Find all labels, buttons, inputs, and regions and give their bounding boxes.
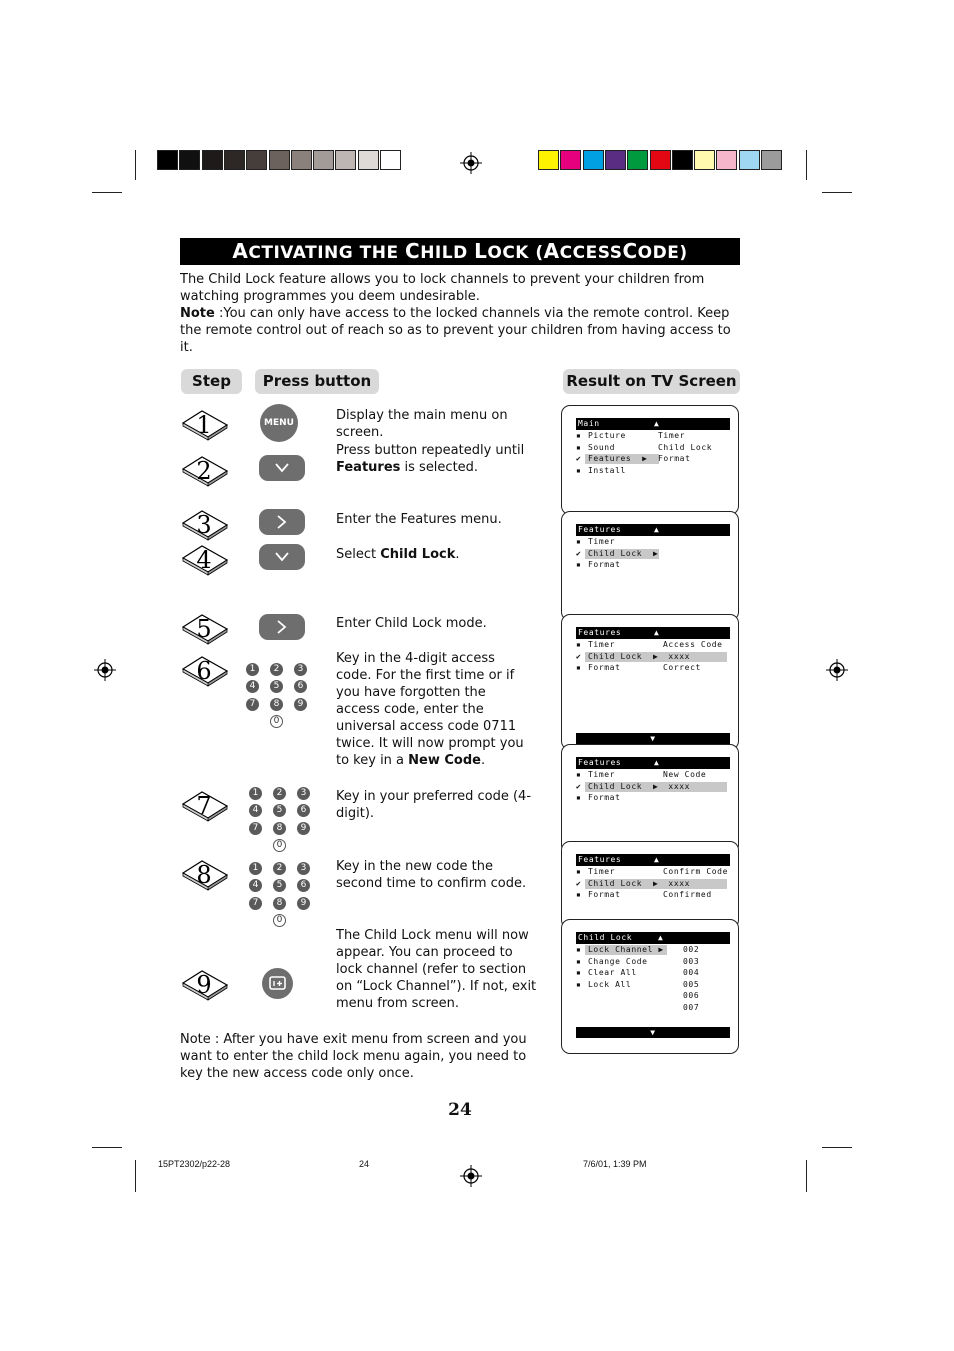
osd-row	[576, 792, 730, 804]
gray-swatch	[224, 150, 245, 170]
osd-menu	[576, 757, 730, 804]
osd-header	[576, 524, 730, 536]
osd-row	[576, 662, 730, 674]
digit-key-2: 2	[273, 787, 286, 800]
up-arrow-icon: ▲	[654, 419, 660, 428]
osd-header	[576, 418, 730, 430]
svg-text:3: 3	[196, 511, 212, 539]
step-7-text: Key in your preferred code (4-digit).	[336, 789, 532, 821]
press-button-header: Press button	[255, 369, 379, 394]
osd-item-label: Features ▶	[588, 454, 648, 463]
osd-item-value: Access Code	[663, 640, 723, 649]
bullet-icon: ▪	[576, 663, 582, 672]
osd-item-label: Format	[588, 560, 621, 569]
osd-row	[576, 548, 730, 560]
intro-paragraph	[180, 271, 740, 356]
step-6-number	[180, 652, 230, 688]
gray-swatch	[179, 150, 200, 170]
bullet-icon: ▪	[576, 640, 582, 649]
osd-row	[576, 453, 730, 465]
digit-key-5: 5	[273, 804, 286, 817]
step-8-number	[180, 856, 230, 892]
digit-key-0: 0	[270, 715, 283, 728]
digit-key-8: 8	[273, 822, 286, 835]
digit-key-4: 4	[249, 804, 262, 817]
gray-swatch	[269, 150, 290, 170]
step-4-number	[180, 541, 230, 577]
gray-swatch	[246, 150, 267, 170]
osd-footer	[576, 733, 730, 744]
gray-swatch	[358, 150, 379, 170]
bullet-icon: ▪	[576, 465, 582, 475]
tv-screen-4	[561, 744, 739, 854]
osd-item-label: Picture	[588, 431, 626, 440]
gray-swatch	[380, 150, 401, 170]
registration-mark-icon	[460, 1165, 482, 1187]
osd-item-value: Confirm Code	[663, 867, 728, 876]
up-arrow-icon: ▲	[654, 525, 660, 534]
footer-page: 24	[359, 1159, 370, 1169]
bullet-icon: ▪	[576, 793, 582, 802]
crop-mark	[806, 1160, 807, 1192]
color-swatch	[605, 150, 626, 170]
crop-mark	[806, 150, 807, 180]
osd-item-value: xxxx	[663, 651, 691, 661]
down-arrow-icon: ▼	[650, 1028, 656, 1037]
bullet-icon: ▪	[576, 431, 582, 440]
osd-item-label: Child Lock ▶	[588, 781, 659, 791]
up-arrow-icon: ▲	[654, 855, 660, 864]
bullet-icon: ▪	[576, 537, 582, 546]
digit-key-9: 9	[297, 897, 310, 910]
color-swatch	[739, 150, 760, 170]
digit-key-8: 8	[270, 698, 283, 711]
bullet-icon: ▪	[576, 560, 582, 569]
osd-row	[576, 442, 730, 454]
crop-mark	[822, 192, 852, 193]
check-icon: ✔	[576, 651, 582, 661]
bullet-icon: ▪	[576, 956, 582, 966]
osd-item-label: Format	[588, 890, 621, 899]
osd-item-label: Timer	[588, 770, 616, 779]
osd-item-value: 005	[683, 979, 700, 989]
number-keypad	[246, 663, 316, 733]
osd-row	[576, 866, 730, 878]
osd-row	[576, 430, 730, 442]
osd-row	[576, 979, 730, 991]
menu-exit-button	[262, 968, 293, 999]
step-1-text: Display the main menu on screen.	[336, 408, 508, 440]
osd-header-label: Features	[578, 855, 622, 864]
digit-key-3: 3	[297, 787, 310, 800]
gray-swatch	[202, 150, 223, 170]
osd-item-value: Timer	[658, 431, 686, 440]
tv-menu-icon	[262, 968, 293, 999]
color-swatch	[694, 150, 715, 170]
osd-header-label: Child Lock	[578, 933, 633, 942]
digit-key-8: 8	[273, 897, 286, 910]
color-swatch	[716, 150, 737, 170]
osd-row	[576, 536, 730, 548]
color-swatch	[560, 150, 581, 170]
digit-key-1: 1	[246, 663, 259, 676]
digit-key-6: 6	[297, 879, 310, 892]
cursor-down-button	[259, 455, 305, 481]
color-swatch	[627, 150, 648, 170]
osd-row	[576, 465, 730, 477]
osd-row	[576, 1002, 730, 1014]
cursor-right-button	[259, 509, 305, 535]
digit-key-1: 1	[249, 862, 262, 875]
page-title: ACTIVATING THE CHILD LOCK (ACCESSCODE)	[180, 238, 740, 265]
step-header: Step	[181, 369, 242, 394]
svg-text:8: 8	[196, 861, 212, 889]
svg-text:2: 2	[196, 457, 212, 485]
registration-mark-icon	[94, 659, 116, 681]
osd-item-value: xxxx	[663, 781, 691, 791]
note-label: Note	[180, 306, 215, 321]
osd-row	[576, 944, 730, 956]
bullet-icon: ▪	[576, 770, 582, 779]
color-swatch	[672, 150, 693, 170]
registration-mark-icon	[460, 152, 482, 174]
step-8-text: Key in the new code the second time to confirm code.	[336, 859, 527, 891]
osd-item-value: Format	[658, 454, 691, 463]
digit-key-4: 4	[249, 879, 262, 892]
osd-header-label: Features	[578, 628, 622, 637]
osd-header	[576, 854, 730, 866]
color-swatch	[538, 150, 559, 170]
result-header: Result on TV Screen	[563, 369, 740, 394]
osd-item-label: Format	[588, 663, 621, 672]
digit-key-3: 3	[294, 663, 307, 676]
digit-key-7: 7	[249, 822, 262, 835]
osd-item-label: Install	[588, 465, 626, 475]
bullet-icon: ▪	[576, 867, 582, 876]
bullet-icon: ▪	[576, 979, 582, 989]
step-7-number	[180, 787, 230, 823]
digit-key-6: 6	[294, 680, 307, 693]
digit-key-3: 3	[297, 862, 310, 875]
digit-key-6: 6	[297, 804, 310, 817]
osd-row	[576, 651, 730, 663]
menu-button: MENU	[260, 404, 298, 442]
osd-footer	[576, 1027, 730, 1038]
svg-text:4: 4	[196, 546, 212, 574]
osd-item-value: 002	[683, 945, 700, 954]
osd-menu	[576, 524, 730, 571]
step-1-number	[180, 406, 230, 442]
osd-row	[576, 878, 730, 890]
down-arrow-icon: ▼	[650, 734, 656, 743]
osd-row	[576, 990, 730, 1002]
digit-key-7: 7	[249, 897, 262, 910]
check-icon: ✔	[576, 548, 582, 558]
step-3-text: Enter the Features menu.	[336, 512, 502, 527]
digit-key-0: 0	[273, 914, 286, 927]
step-9-number	[180, 966, 230, 1002]
number-keypad	[249, 862, 319, 932]
bullet-icon: ▪	[576, 968, 582, 977]
osd-item-label: Lock All	[588, 979, 632, 989]
step-5-text: Enter Child Lock mode.	[336, 616, 487, 631]
digit-key-4: 4	[246, 680, 259, 693]
intro-text: The Child Lock feature allows you to lock channels to prevent your children from watching programmes you deem undesirable.	[180, 272, 705, 304]
digit-key-5: 5	[270, 680, 283, 693]
footer-date: 7/6/01, 1:39 PM	[583, 1159, 647, 1169]
digit-key-9: 9	[297, 822, 310, 835]
osd-item-label: Timer	[588, 867, 616, 876]
osd-menu	[576, 854, 730, 901]
svg-text:7: 7	[196, 792, 212, 820]
digit-key-1: 1	[249, 787, 262, 800]
up-arrow-icon: ▲	[654, 758, 660, 767]
osd-item-value: xxxx	[663, 878, 691, 888]
osd-row	[576, 956, 730, 968]
bottom-note: Note : After you have exit menu from screen and you want to enter the child lock menu again, you need to key the new access code only once.	[180, 1032, 527, 1081]
osd-row	[576, 769, 730, 781]
osd-item-value: 007	[683, 1002, 700, 1012]
digit-key-5: 5	[273, 879, 286, 892]
cursor-down-button	[259, 544, 305, 570]
osd-item-value: 004	[683, 968, 700, 977]
crop-mark	[92, 192, 122, 193]
step-3-number	[180, 506, 230, 542]
osd-item-value: Correct	[663, 663, 701, 672]
osd-item-label: Timer	[588, 640, 616, 649]
osd-header-label: Features	[578, 758, 622, 767]
registration-mark-icon	[826, 659, 848, 681]
step-5-number	[180, 610, 230, 646]
bullet-icon: ▪	[576, 442, 582, 452]
crop-mark	[92, 1147, 122, 1148]
osd-item-label: Child Lock ▶	[588, 651, 659, 661]
crop-mark	[135, 1160, 136, 1192]
osd-item-label: Lock Channel ▶	[588, 945, 664, 954]
osd-header-label: Features	[578, 525, 622, 534]
digit-key-2: 2	[270, 663, 283, 676]
digit-key-9: 9	[294, 698, 307, 711]
check-icon: ✔	[576, 781, 582, 791]
cursor-right-button	[259, 614, 305, 640]
osd-item-label: Child Lock ▶	[588, 878, 659, 888]
osd-row	[576, 967, 730, 979]
svg-text:5: 5	[196, 615, 212, 643]
crop-mark	[822, 1147, 852, 1148]
osd-row	[576, 889, 730, 901]
crop-mark	[135, 150, 136, 180]
step-2-text: Press button repeatedly until Features is selected.	[336, 443, 525, 475]
gray-swatch	[291, 150, 312, 170]
osd-header	[576, 757, 730, 769]
osd-item-label: Child Lock ▶	[588, 548, 659, 558]
osd-item-value: Confirmed	[663, 890, 712, 899]
tv-screen-1	[561, 405, 739, 515]
up-arrow-icon: ▲	[658, 933, 664, 942]
osd-header-label: Main	[578, 419, 600, 428]
digit-key-0: 0	[273, 839, 286, 852]
tv-screen-5	[561, 841, 739, 929]
osd-item-label: Change Code	[588, 956, 648, 966]
svg-text:1: 1	[196, 411, 212, 439]
osd-menu	[576, 932, 730, 1037]
tv-screen-3	[561, 614, 739, 750]
page-number: 24	[448, 1100, 472, 1120]
step-2-number	[180, 452, 230, 488]
number-keypad	[249, 787, 319, 857]
osd-item-label: Sound	[588, 442, 616, 452]
footer-file: 15PT2302/p22-28	[158, 1159, 231, 1169]
check-icon: ✔	[576, 878, 582, 888]
intro-note	[180, 305, 740, 356]
digit-key-7: 7	[246, 698, 259, 711]
color-swatch	[583, 150, 604, 170]
osd-item-value: New Code	[663, 770, 707, 779]
osd-header	[576, 932, 730, 944]
step-6-text: Key in the 4-digit access code. For the first time or if you have forgotten the access code, enter the universal access code 0711 twice. It will now prompt you to key in a New Code.	[336, 651, 524, 768]
gray-swatch	[335, 150, 356, 170]
osd-item-value: 003	[683, 956, 700, 966]
check-icon: ✔	[576, 454, 582, 463]
step-9-text: The Child Lock menu will now appear. You can proceed to lock channel (refer to section on “Lock Channel”). If not, exit menu from screen.	[336, 928, 537, 1011]
osd-row	[576, 559, 730, 571]
osd-item-value: Child Lock	[658, 442, 713, 452]
osd-header	[576, 627, 730, 639]
svg-text:9: 9	[196, 971, 212, 999]
gray-swatch	[157, 150, 178, 170]
step-4-text: Select Child Lock.	[336, 547, 460, 562]
note-text: :You can only have access to the locked channels via the remote control. Keep the remote control out of reach so as to prevent your children from having access to it.	[180, 306, 731, 355]
osd-row	[576, 781, 730, 793]
tv-screen-6	[561, 919, 739, 1054]
color-swatch	[761, 150, 782, 170]
osd-item-label: Clear All	[588, 968, 637, 977]
osd-menu	[576, 418, 730, 476]
osd-item-label: Format	[588, 793, 621, 802]
osd-row	[576, 639, 730, 651]
tv-screen-2	[561, 511, 739, 621]
osd-item-value: 006	[683, 991, 700, 1000]
gray-swatch	[313, 150, 334, 170]
osd-menu	[576, 627, 730, 743]
svg-text:6: 6	[196, 657, 212, 685]
digit-key-2: 2	[273, 862, 286, 875]
bullet-icon: ▪	[576, 890, 582, 899]
bullet-icon: ▪	[576, 945, 582, 954]
color-swatch	[650, 150, 671, 170]
osd-item-label: Timer	[588, 537, 616, 546]
up-arrow-icon: ▲	[654, 628, 660, 637]
